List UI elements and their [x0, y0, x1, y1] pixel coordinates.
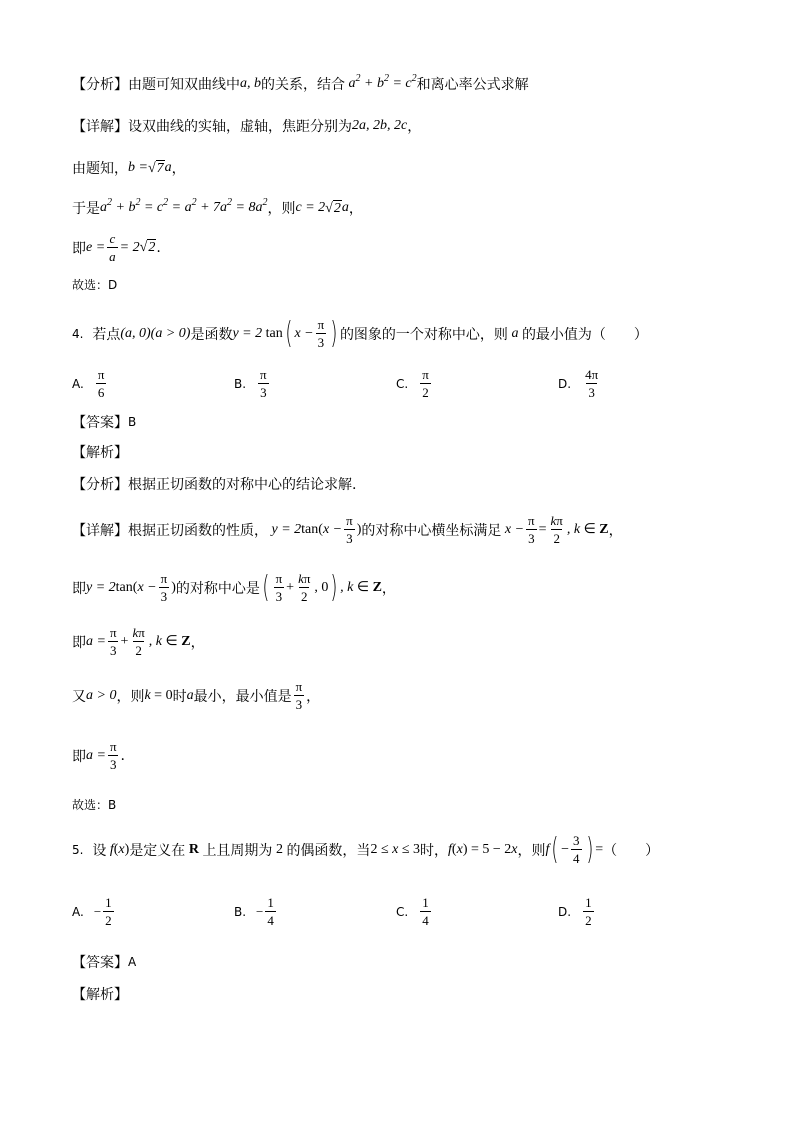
detail-q4-line-5: 即 a = $\frac{\pi}{3}$ .	[72, 739, 125, 772]
detail-q4-line-3: 即 a = $\frac{\pi}{3}$ + $\frac{k\pi}{2}$ , k ∈ Z ，	[72, 625, 205, 658]
text: 时	[172, 688, 187, 705]
text: 根据正切函数的性质，	[128, 522, 268, 539]
text: 上且周期为	[202, 842, 273, 859]
question-4: 4. 若点 (a, 0)(a > 0) 是函数 y = 2 tan ( x − $\frac{\pi}{3}$ ) 的图象的一个对称中心，则 a 的最小值为（ ）	[72, 315, 648, 351]
choose-b: 故选：B	[72, 798, 117, 812]
answer-value: B	[128, 415, 137, 429]
option-label: C.	[396, 904, 409, 919]
text: 于是	[72, 201, 100, 217]
question-5: 5. 设 f ( x ) 是定义在 R 上且周期为 2 的偶函数，当 2 ≤ x ≤ 3 时， f ( x ) = 5 − 2 x ，则 f ( − $\frac{3}{4}$ ) = （ ）	[72, 831, 660, 867]
math: y = 2	[232, 325, 263, 341]
text: 的关系，结合	[261, 77, 345, 93]
text: 时，	[420, 842, 449, 859]
text: 的偶函数，当	[286, 842, 371, 859]
analysis-q4	[72, 474, 356, 494]
text: 的对称中心横坐标满足	[361, 522, 502, 539]
text: ，则	[267, 201, 296, 217]
text: 由题可知双曲线中	[128, 77, 240, 93]
option-b[interactable]: B. − $\frac{1}{4}$	[234, 895, 274, 928]
option-label: A.	[72, 376, 84, 391]
answer-line-q5	[72, 952, 136, 972]
option-d[interactable]: D. $\frac{4\pi}{3}$	[558, 367, 599, 400]
text: 又	[72, 688, 86, 705]
text: 根据正切函数的对称中心的结论求解.	[128, 477, 357, 493]
math: $\frac{\pi}{3}$	[317, 317, 325, 350]
analysis-tag: 【分析】	[72, 77, 128, 93]
text: 设双曲线的实轴，虚轴，焦距分别为	[128, 119, 352, 135]
math: √ 7	[147, 160, 164, 176]
text: （ ）	[603, 842, 660, 859]
option-d[interactable]: D. $\frac{1}{2}$	[558, 895, 592, 928]
detail-q4-line-4: 又 a > 0 ，则 k = 0 时 a 最小，最小值是 $\frac{\pi}{3}$ ，	[72, 679, 321, 712]
math: a, b	[240, 76, 261, 91]
option-label: B.	[234, 904, 247, 919]
answer-tag: 【答案】	[72, 415, 128, 431]
text: 即	[72, 748, 86, 765]
math: c = 2	[295, 200, 326, 215]
text: 若点	[92, 326, 121, 343]
math: e =	[86, 239, 106, 255]
answer-value: A	[128, 955, 137, 969]
text: 是定义在	[129, 842, 186, 859]
math: (a, 0)(a > 0)	[120, 325, 191, 341]
analysis-line-1	[72, 74, 529, 94]
question-number: 4.	[72, 326, 84, 341]
text: 和离心率公式求解	[416, 77, 529, 93]
detail-line-2: 由题知， b = √ 7 a ，	[72, 160, 186, 177]
detail-q4-line-1: 【详解】 根据正切函数的性质， y = 2 tan( x − $\frac{\pi}{3}$ ) 的对称中心横坐标满足 x − $\frac{\pi}{3}$ = $\frac{k\pi}{2}$ , k ∈ Z ，	[72, 513, 623, 546]
solution-tag-q5: 【解析】	[72, 987, 128, 1003]
text: 最小，最小值是	[193, 688, 292, 705]
option-label: A.	[72, 904, 84, 919]
math: $a^2 + b^2 = c^2$	[345, 73, 417, 91]
detail-line-3: 于是 $a^2 + b^2 = c^2 = a^2 + 7a^2 = 8a^2$ ，则 c = 2 √ 2 a ，	[72, 197, 363, 217]
math: 2a, 2b, 2c	[352, 118, 408, 133]
text: 即	[72, 634, 86, 651]
option-label: B.	[234, 376, 247, 391]
choose-d: 故选：D	[72, 278, 118, 292]
text: ，则	[116, 688, 145, 705]
text: 设	[92, 842, 107, 859]
detail-line-1: 【详解】 设双曲线的实轴，虚轴，焦距分别为 2a, 2b, 2c ，	[72, 118, 422, 135]
answer-tag: 【答案】	[72, 955, 128, 971]
text: ，则	[517, 842, 546, 859]
answer-line-q4	[72, 412, 136, 432]
text: 的最小值为（ ）	[521, 326, 648, 343]
solution-tag-q4: 【解析】	[72, 445, 128, 461]
option-a[interactable]: A. $\frac{\pi}{6}$	[72, 367, 105, 400]
option-c[interactable]: C. $\frac{\pi}{2}$	[396, 367, 429, 400]
detail-q4-line-2: 即 y = 2 tan( x − $\frac{\pi}{3}$ ) 的对称中心是 ( $\frac{\pi}{3}$ + $\frac{k\pi}{2}$ , 0 ) , k ∈ Z ，	[72, 569, 396, 605]
text: 即	[72, 240, 86, 257]
option-b[interactable]: B. $\frac{\pi}{3}$	[234, 367, 267, 400]
option-label: C.	[396, 376, 409, 391]
text: 的对称中心是	[175, 580, 260, 597]
text: 的图象的一个对称中心，则	[339, 326, 508, 343]
detail-tag: 【详解】	[72, 119, 128, 135]
math: $a^2 + b^2 = c^2 = a^2 + 7a^2 = 8a^2$	[100, 197, 268, 215]
option-label: D.	[558, 904, 572, 919]
question-number: 5.	[72, 842, 84, 857]
option-a[interactable]: A. − $\frac{1}{2}$	[72, 895, 112, 928]
option-label: D.	[558, 376, 572, 391]
detail-line-4: 即 e = $\frac{c}{a}$ = 2 √ 2 .	[72, 231, 161, 264]
math: $\frac{c}{a}$	[109, 231, 116, 264]
analysis-tag: 【分析】	[72, 477, 128, 493]
text: 即	[72, 580, 86, 597]
option-c[interactable]: C. $\frac{1}{4}$	[396, 895, 429, 928]
text: 是函数	[190, 326, 233, 343]
math: b =	[128, 160, 148, 175]
detail-tag: 【详解】	[72, 522, 128, 539]
text: 由题知，	[72, 161, 128, 177]
